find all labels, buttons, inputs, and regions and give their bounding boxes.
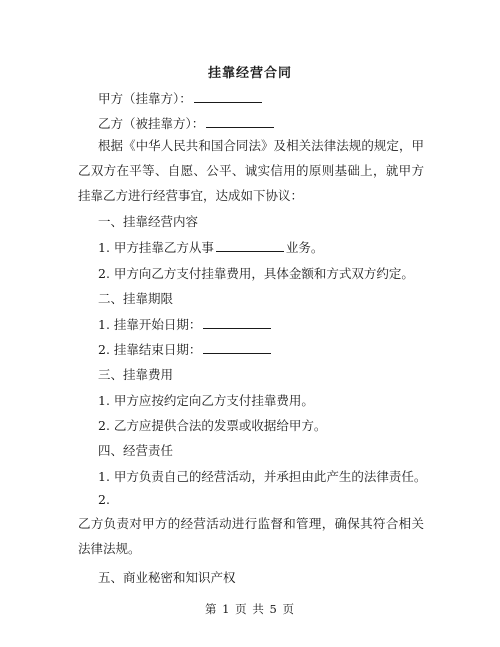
section-3-heading: 三、挂靠费用: [98, 367, 174, 382]
end-date-label: 2. 挂靠结束日期：: [98, 342, 202, 357]
section-1-heading: 一、挂靠经营内容: [98, 214, 199, 229]
section-1-item-1-suffix: 业务。: [285, 240, 324, 255]
section-2-heading: 二、挂靠期限: [98, 291, 174, 306]
start-date-label: 1. 挂靠开始日期：: [98, 317, 202, 332]
end-date-blank: [203, 343, 271, 354]
party-b-line: [98, 114, 274, 132]
party-a-blank: [194, 92, 262, 103]
section-1-item-1-prefix: 1. 甲方挂靠乙方从事: [98, 240, 214, 255]
section-1-item-1: [98, 238, 323, 256]
section-4-item-2-text: 乙方负责对甲方的经营活动进行监督和管理，确保其符合相关法律法规。: [78, 516, 424, 556]
section-4-item-2-number: 2.: [98, 492, 110, 507]
section-4-item-1: 1. 甲方负责自己的经营活动，并承担由此产生的法律责任。: [98, 469, 427, 484]
party-b-blank: [206, 117, 274, 128]
preamble-paragraph: 根据《中华人民共和国合同法》及相关法律法规的规定，甲乙双方在平等、自愿、公平、诚实信用的原则基础上，就甲方挂靠乙方进行经营事宜，达成如下协议：: [78, 138, 424, 203]
section-5-heading: 五、商业秘密和知识产权: [98, 570, 236, 585]
section-1-item-2: 2. 甲方向乙方支付挂靠费用，具体金额和方式双方约定。: [98, 266, 414, 281]
page-footer: 第 1 页 共 5 页: [205, 602, 295, 616]
section-3-item-2: 2. 乙方应提供合法的发票或收据给甲方。: [98, 418, 327, 433]
section-2-item-1: [98, 315, 271, 333]
document-title: 挂靠经营合同: [207, 66, 292, 81]
section-2-item-2: [98, 340, 271, 358]
business-scope-blank: [216, 241, 284, 252]
party-a-line: [98, 89, 262, 107]
start-date-blank: [203, 318, 271, 329]
section-3-item-1: 1. 甲方应按约定向乙方支付挂靠费用。: [98, 393, 314, 408]
party-b-label: 乙方（被挂靠方）：: [98, 116, 205, 131]
party-a-label: 甲方（挂靠方）：: [98, 91, 192, 106]
section-4-heading: 四、经营责任: [98, 443, 174, 458]
